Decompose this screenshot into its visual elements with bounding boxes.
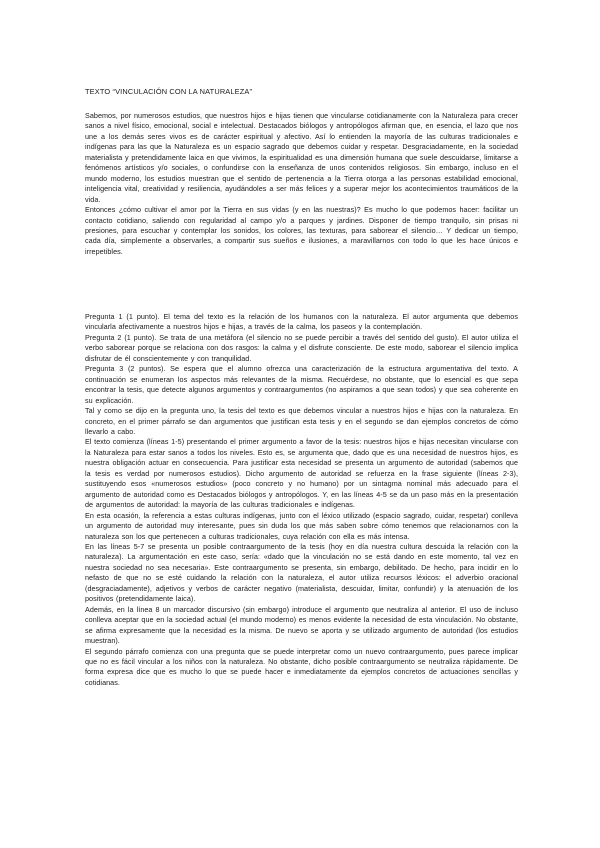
answer-paragraph: Pregunta 1 (1 punto). El tema del texto es la relación de los humanos con la naturaleza. El autor argumenta que debemos vincularla afectivamente a nuestros hijos e hijas, a través de la calma, los paseos y la contemplación. bbox=[85, 312, 518, 332]
answer-paragraph: Pregunta 2 (1 punto). Se trata de una metáfora (el silencio no se puede percibir a través del sentido del gusto). El autor utiliza el verbo saborear porque se relaciona con dos rasgos: la calma y el disfrute consciente. De este modo, saborear el silencio implica disfrutar de él conscientemente y con tranquilidad. bbox=[85, 332, 518, 363]
intro-paragraph: Sabemos, por numerosos estudios, que nuestros hijos e hijas tienen que vincularse cotidianamente con la Naturaleza para crecer sanos a nivel físico, emocional, social e intelectual. Destacados biólogos y antropólogos afirman que, en esencia, el lazo que nos une a los demás seres vivos es de carácter espiritual y afectivo. Así lo entienden la mayoría de las culturas tradicionales e indígenas para las que la Naturaleza es un espacio sagrado que debemos cuidar y respetar. Desgraciadamente, en la sociedad materialista y pretendidamente laica en que vivimos, la espiritualidad es una dimensión humana que suele descuidarse, limitarse a fenómenos artísticos y/o sociales, o confundirse con la enseñanza de unos contenidos religiosos. Sin embargo, incluso en el mundo moderno, los estudios muestran que el sentido de pertenencia a la Tierra otorga a las personas estabilidad emocional, inteligencia vital, creatividad y resiliencia, ayudándoles a ser más felices y a superar mejor los acontecimientos traumáticos de la vida. bbox=[85, 111, 518, 204]
answer-paragraph: En las líneas 5-7 se presenta un posible contraargumento de la tesis (hoy en día nuestra cultura descuida la relación con la naturaleza). La argumentación en este caso, sería: «dado que la vinculación no se está dando en este momento, tal vez en nuestra sociedad no sea necesaria». Este contraargumento se presenta, sin embargo, debilitado. De hecho, para incidir en lo nefasto de que no se esté cuidando la relación con la naturaleza, el autor utiliza recursos léxicos: el adverbio oracional (desgraciadamente), adjetivos y verbos de carácter negativo (materialista, descuidar, limitar, confundir) y la atenuación de los positivos (pretendidamente laica). bbox=[85, 541, 518, 604]
answer-paragraph: El segundo párrafo comienza con una pregunta que se puede interpretar como un nuevo contraargumento, pues parece implicar que no es fácil vincular a los niños con la naturaleza. No obstante, dicho posible contraargumento se neutraliza rápidamente. De forma expresa dice que es mucho lo que se puede hacer e inmediatamente da ejemplos concretos de actuaciones sencillas y cotidianas. bbox=[85, 646, 518, 687]
intro-paragraph: Entonces ¿cómo cultivar el amor por la Tierra en sus vidas (y en las nuestras)? Es mucho lo que podemos hacer: facilitar un contacto cotidiano, saliendo con regularidad al campo y/o a parques y jardines. Disponer de tiempo tranquilo, sin prisas ni presiones, para escuchar y contemplar los sonidos, los colores, las texturas, para saborear el silencio… Y dedicar un tiempo, cada día, simplemente a observarles, a compartir sus sueños e ilusiones, a maravillarnos con todo lo que les hace únicos e irrepetibles. bbox=[85, 205, 518, 256]
intro-text bbox=[85, 111, 518, 257]
answer-paragraph: En esta ocasión, la referencia a estas culturas indígenas, junto con el léxico utilizado (espacio sagrado, cuidar, respetar) conlleva un argumento de autoridad muy interesante, pues sin duda los que más saben sobre cómo tenemos que relacionarnos con la naturaleza son los que pertenecen a culturas tradicionales, cuya relación con ella es más intensa. bbox=[85, 510, 518, 541]
answer-paragraph: Pregunta 3 (2 puntos). Se espera que el alumno ofrezca una caracterización de la estructura argumentativa del texto. A continuación se enumeran los aspectos más relevantes de la misma. Recuérdese, no obstante, que lo esencial es que sepa encontrar la tesis, que detecte algunos argumentos y contraargumentos (no aspiramos a que sean todos) y que sea coherente en su explicación. bbox=[85, 364, 518, 405]
document-title: TEXTO “VINCULACIÓN CON LA NATURALEZA” bbox=[85, 87, 253, 96]
answer-paragraph: El texto comienza (líneas 1-5) presentando el primer argumento a favor de la tesis: nuestros hijos e hijas necesitan vincularse con la Naturaleza para estar sanos a todos los niveles. Esto es, se argumenta que, dado que es una necesidad de nuestros hijos, es nuestra obligación actuar en consecuencia. Para justificar esta necesidad se presenta un argumento de autoridad (sabemos que la tesis es verdad por numerosos estudios). Dicho argumento de autoridad se refuerza en la frase siguiente (líneas 2-3), sustituyendo esos «numerosos estudios» (poco concreto y no humano) por un sintagma nominal más adecuado para el argumento de autoridad como es Destacados biólogos y antropólogos. Y, en las líneas 4-5 se da un paso más en la presentación de argumentos de autoridad: la mayoría de las culturas tradicionales e indígenas. bbox=[85, 437, 518, 510]
answer-paragraph: Además, en la línea 8 un marcador discursivo (sin embargo) introduce el argumento que neutraliza al anterior. El uso de incluso conlleva aceptar que en la sociedad actual (el mundo moderno) es menos evidente la necesidad de esta vinculación. No obstante, se afirma expresamente que la necesidad es la misma. De nuevo se aporta y se utilizado argumento de autoridad (los estudios muestran). bbox=[85, 604, 518, 646]
answer-paragraph: Tal y como se dijo en la pregunta uno, la tesis del texto es que debemos vincular a nuestros hijos e hijas con la naturaleza. En concreto, en el primer párrafo se dan argumentos que justifican esta tesis y en el segundo se dan ejemplos concretos de cómo llevarlo a cabo. bbox=[85, 406, 518, 436]
answers-text bbox=[85, 312, 518, 688]
